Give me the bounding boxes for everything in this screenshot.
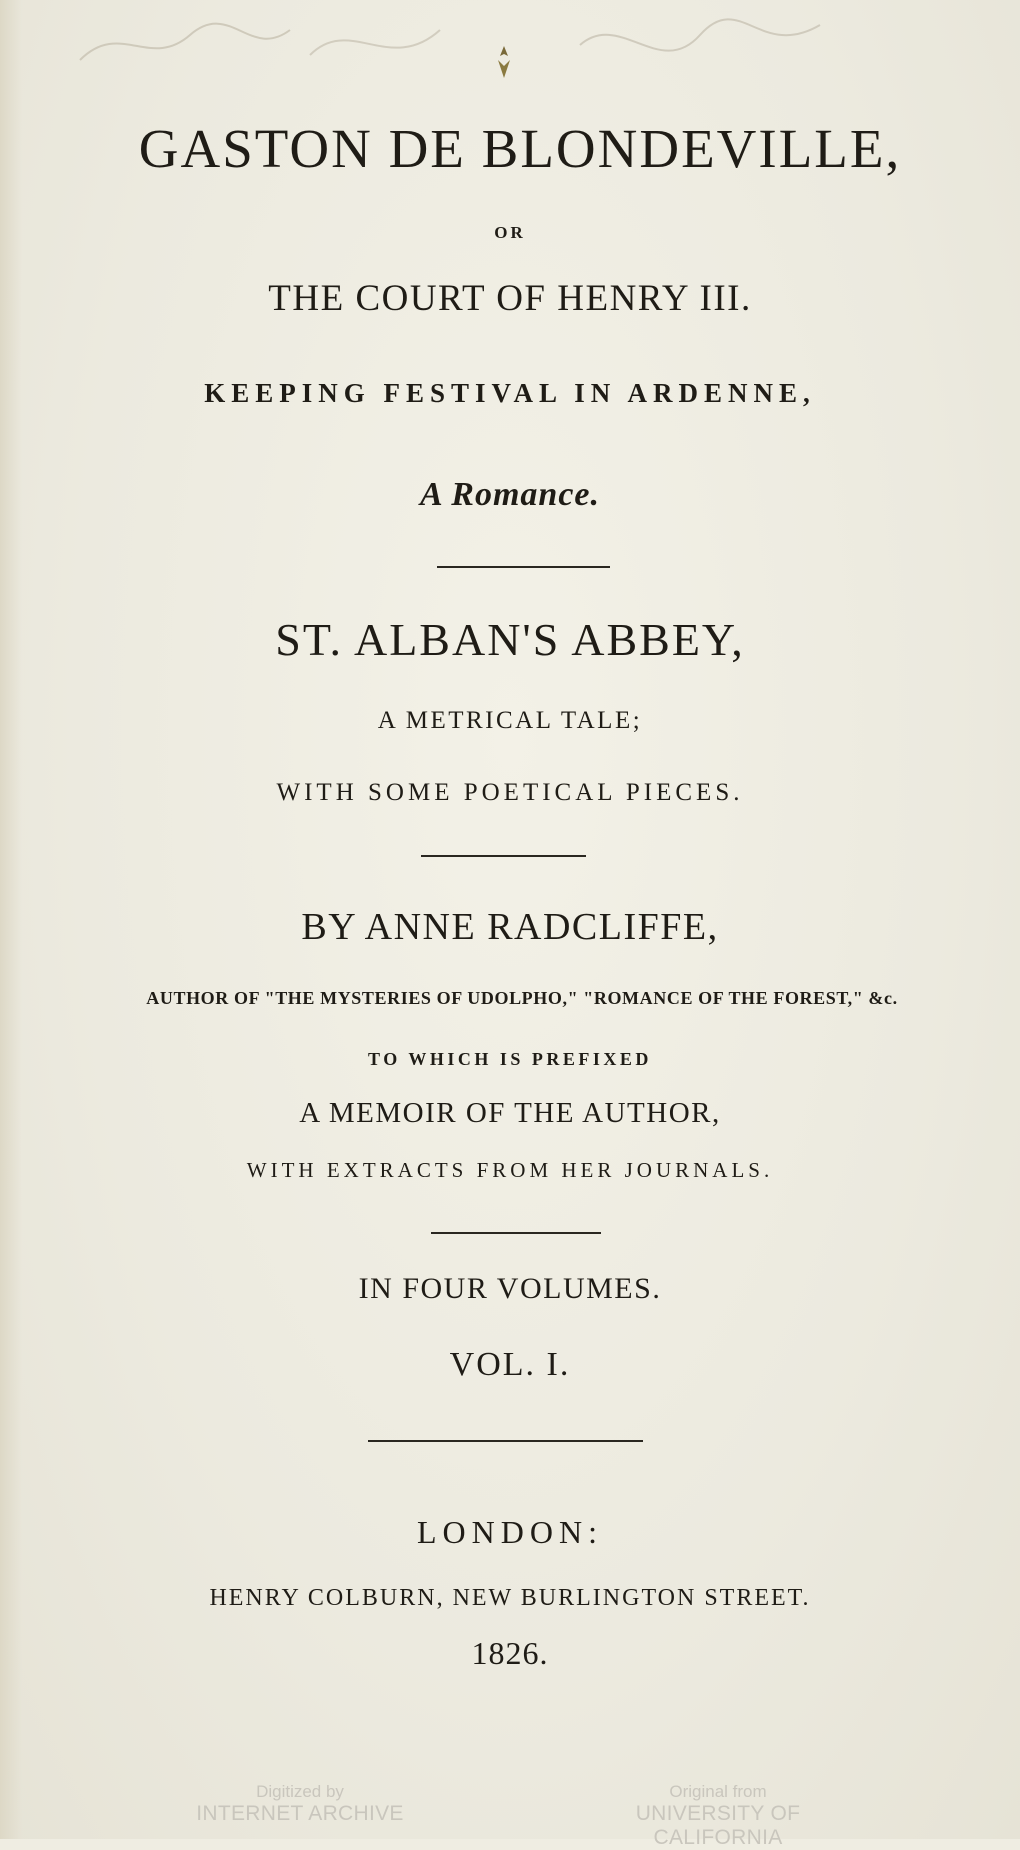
footer-digitized [180,1782,420,1826]
ornament-icon [492,42,516,82]
publication-city: LONDON: [417,1514,603,1550]
footer-original-source: UNIVERSITY OF CALIFORNIA [635,1801,801,1849]
volume-count: IN FOUR VOLUMES. [358,1272,662,1305]
or-connector: OR [494,223,526,242]
footer-digitized-label: Digitized by [256,1782,344,1801]
author-credits: AUTHOR OF "THE MYSTERIES OF UDOLPHO," "ROMANCE OF THE FOREST," &c. [146,988,898,1008]
publication-year: 1826. [471,1635,549,1671]
divider-4 [368,1440,643,1442]
author-name: BY ANNE RADCLIFFE, [301,906,719,948]
memoir-line: A MEMOIR OF THE AUTHOR, [299,1097,721,1129]
pencil-annotation [60,0,860,95]
footer-original-label: Original from [669,1782,767,1801]
extracts-line: WITH EXTRACTS FROM HER JOURNALS. [246,1158,774,1182]
second-work-description: A METRICAL TALE; [377,707,643,734]
divider-1 [437,566,610,568]
footer-original [570,1782,866,1850]
volume-number: VOL. I. [449,1346,571,1383]
poetical-pieces: WITH SOME POETICAL PIECES. [276,779,744,806]
prefixed-note: TO WHICH IS PREFIXED [368,1049,652,1069]
divider-2 [421,855,586,857]
book-title: GASTON DE BLONDEVILLE, [138,118,902,179]
genre-label: A Romance. [419,476,601,513]
footer-digitized-source: INTERNET ARCHIVE [196,1801,404,1825]
divider-3 [431,1232,601,1234]
publisher-line: HENRY COLBURN, NEW BURLINGTON STREET. [209,1585,811,1611]
second-work-title: ST. ALBAN'S ABBEY, [275,614,745,665]
subtitle-court: THE COURT OF HENRY III. [268,278,752,319]
subtitle-festival: KEEPING FESTIVAL IN ARDENNE, [204,378,816,408]
